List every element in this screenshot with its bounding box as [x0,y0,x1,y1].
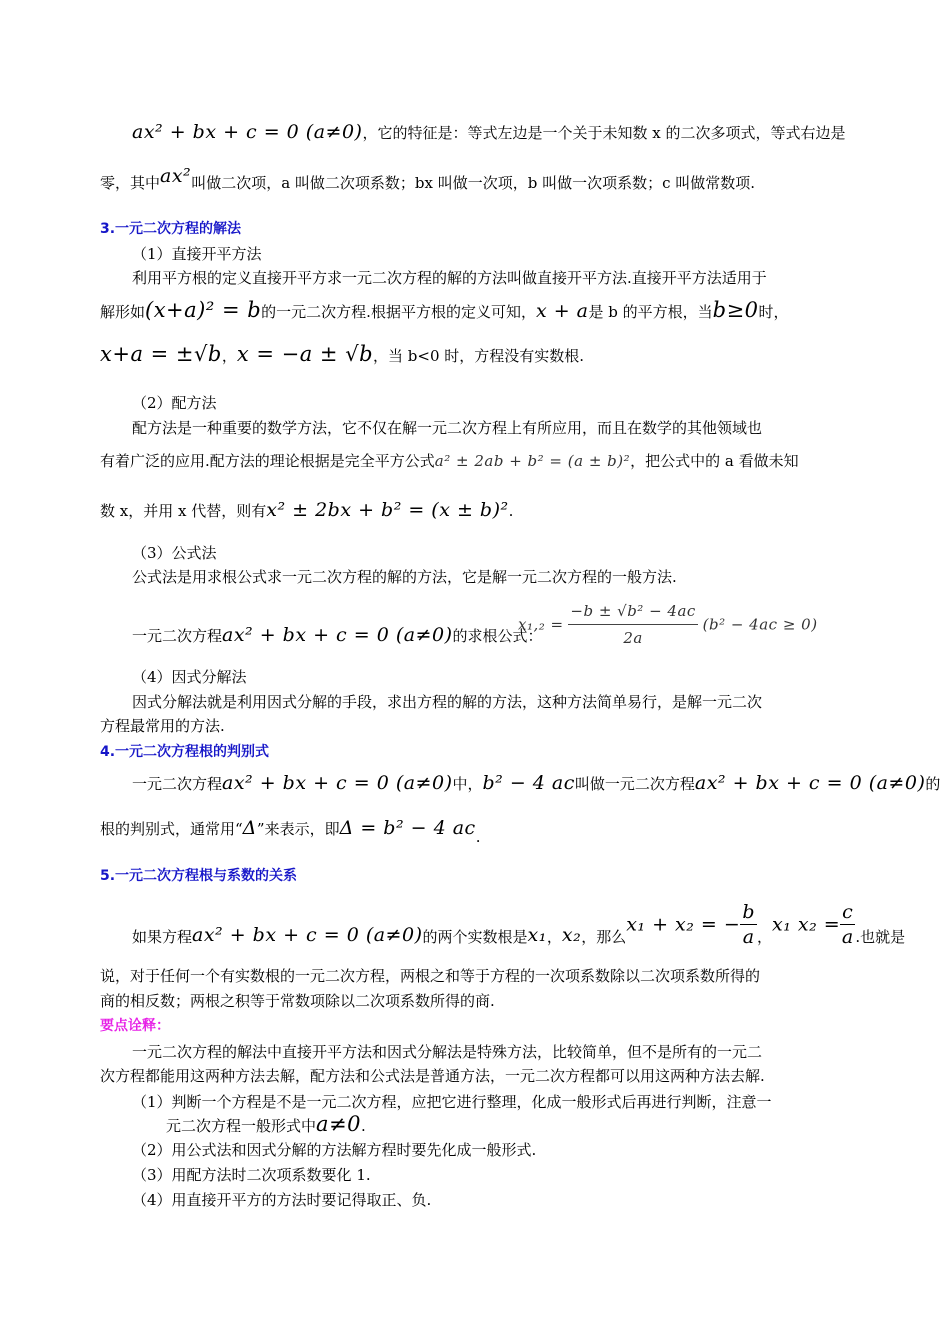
text: ，把公式中的 a 看做未知 [630,452,799,470]
math-delta-def: Δ = b² − 4 ac [339,817,476,839]
method-1-title: （1）直接开平方法 [132,245,262,263]
text: 零，其中 [100,174,161,192]
math-discriminant-expr: b² − 4 ac [482,772,575,794]
text: 的 [925,775,941,793]
text: .也就是 [855,928,906,946]
method-3-para-1: 公式法是用求根公式求一元二次方程的解的方法，它是解一元二次方程的一般方法. [132,568,677,586]
notes-item-1: （1）判断一个方程是不是一元二次方程，应把它进行整理，化成一般形式后再进行判断，注意一 [132,1093,772,1111]
text: ， [221,347,237,365]
math-root-numerator: −b ± √b² − 4ac [568,598,697,625]
method-1-para-2 [100,300,789,322]
method-4-para-2: 方程最常用的方法. [100,717,225,735]
math-b-nonneg: b≥0 [712,298,759,322]
math-x-plus-a: x + a [535,300,589,322]
math-prod-numerator: c [842,901,854,923]
math-a-nonzero: a≠0 [316,1112,361,1136]
method-2-para-2 [100,451,799,471]
math-general-form: ax² + bx + c = 0 (a≠0) [192,923,423,946]
key-notes-heading: 要点诠释： [100,1018,170,1034]
method-1-para-3 [100,344,584,366]
discriminant-para-1 [132,773,940,794]
vieta-para-2: 说，对于任何一个有实数根的一元二次方程，两根之和等于方程的一次项系数除以二次项系数所得的 [100,967,761,985]
section-4-heading: 4.一元二次方程根的判别式 [100,744,270,760]
text: 有着广泛的应用.配方法的理论根据是完全平方公式 [100,452,435,470]
math-root-lhs: x₁,₂ = [518,615,564,634]
math-root-1: x+a = ±√b [100,342,222,366]
math-general-form: ax² + bx + c = 0 (a≠0) [222,772,453,794]
intro-line-1 [132,122,845,143]
text: ，当 b<0 时，方程没有实数根. [373,347,585,365]
text: 数 x，并用 x 代替，则有 [100,502,267,520]
math-root-condition: (b² − 4ac ≥ 0) [702,615,818,634]
notes-para-1: 一元二次方程的解法中直接开平方法和因式分解法是特殊方法，比较简单，但不是所有的一元二 [132,1043,763,1061]
section-5-heading: 5.一元二次方程根与系数的关系 [100,868,298,884]
text: 的求根公式： [452,627,543,645]
method-4-para-1: 因式分解法就是利用因式分解的手段，求出方程的解的方法，这种方法简单易行，是解一元二次 [132,693,763,711]
method-2-para-1: 配方法是一种重要的数学方法，它不仅在解一元二次方程上有所应用，而且在数学的其他领域也 [132,419,763,437]
math-sum-fraction [740,900,757,949]
math-root-2: x = −a ± √b [236,342,374,366]
vieta-para-3: 商的相反数；两根之积等于常数项除以二次项系数所得的商. [100,992,495,1010]
notes-item-2: （2）用公式法和因式分解的方法解方程时要先化成一般形式. [132,1141,537,1159]
math-delta: Δ [242,817,257,839]
math-prod-lhs: x₁ x₂ = [772,913,841,936]
method-3-title: （3）公式法 [132,544,217,562]
math-general-form: ax² + bx + c = 0 (a≠0) [222,624,453,646]
math-prod-denominator: a [841,926,854,948]
notes-para-2: 次方程都能用这两种方法去解，配方法和公式法是普通方法，一元二次方程都可以用这两种方法去解. [100,1067,765,1085]
section-3-heading: 3.一元二次方程的解法 [100,221,242,237]
text: 解形如 [100,303,146,321]
method-2-title: （2）配方法 [132,394,217,412]
method-2-para-3 [100,500,513,521]
text: 元二次方程一般形式中 [166,1117,317,1135]
text: 根的判别式，通常用“ [100,820,243,838]
math-sum-lhs: x₁ + x₂ = − [626,913,741,936]
quadratic-formula [518,598,818,651]
math-root-denominator: 2a [623,629,643,647]
method-1-para-1: 利用平方根的定义直接开平方求一元二次方程的解的方法叫做直接开平方法.直接开平方法适用于 [132,269,767,287]
text: 的两个实数根是 [422,928,528,946]
method-3-para-2 [132,625,543,646]
math-ax2: ax² [160,165,192,187]
intro-line-2 [100,165,756,193]
text: 中， [452,775,483,793]
math-x2: x₂ [561,923,582,946]
text: ，它的特征是：等式左边是一个关于未知数 x 的二次多项式，等式右边是 [362,124,846,142]
text: . [508,502,514,520]
text: 叫做一元二次方程 [574,775,695,793]
text: 如果方程 [132,928,193,946]
method-4-title: （4）因式分解法 [132,668,247,686]
text: . [361,1117,366,1135]
math-root-fraction [568,598,697,651]
text: 时， [758,303,789,321]
notes-item-1-cont [166,1114,366,1136]
math-completing-square: x² ± 2bx + b² = (x ± b)² [266,499,509,521]
text: 叫做二次项，a 叫做二次项系数；bx 叫做一次项，b 叫做一次项系数；c 叫做常数项. [191,174,756,192]
math-general-form: ax² + bx + c = 0 (a≠0) [132,121,363,143]
math-sum-denominator: a [742,926,755,948]
text: . [475,828,481,846]
notes-item-4: （4）用直接开平方的方法时要记得取正、负. [132,1191,432,1209]
math-x1: x₁ [527,923,547,946]
discriminant-para-2 [100,817,481,846]
math-square-form: (x+a)² = b [145,298,262,322]
text: ，那么 [581,928,627,946]
text: 是 b 的平方根，当 [588,303,713,321]
math-general-form: ax² + bx + c = 0 (a≠0) [694,772,926,794]
text: 一元二次方程 [132,775,223,793]
text: ， [546,928,562,946]
text: 的一元二次方程.根据平方根的定义可知， [261,303,536,321]
math-sum-numerator: b [742,901,755,923]
math-perfect-square: a² ± 2ab + b² = (a ± b)² [434,452,631,470]
text: ， [756,928,772,946]
vieta-para-1 [132,900,905,949]
text: ”来表示，即 [256,820,340,838]
math-prod-fraction [840,900,855,949]
text: 一元二次方程 [132,627,223,645]
notes-item-3: （3）用配方法时二次项系数要化 1. [132,1166,371,1184]
